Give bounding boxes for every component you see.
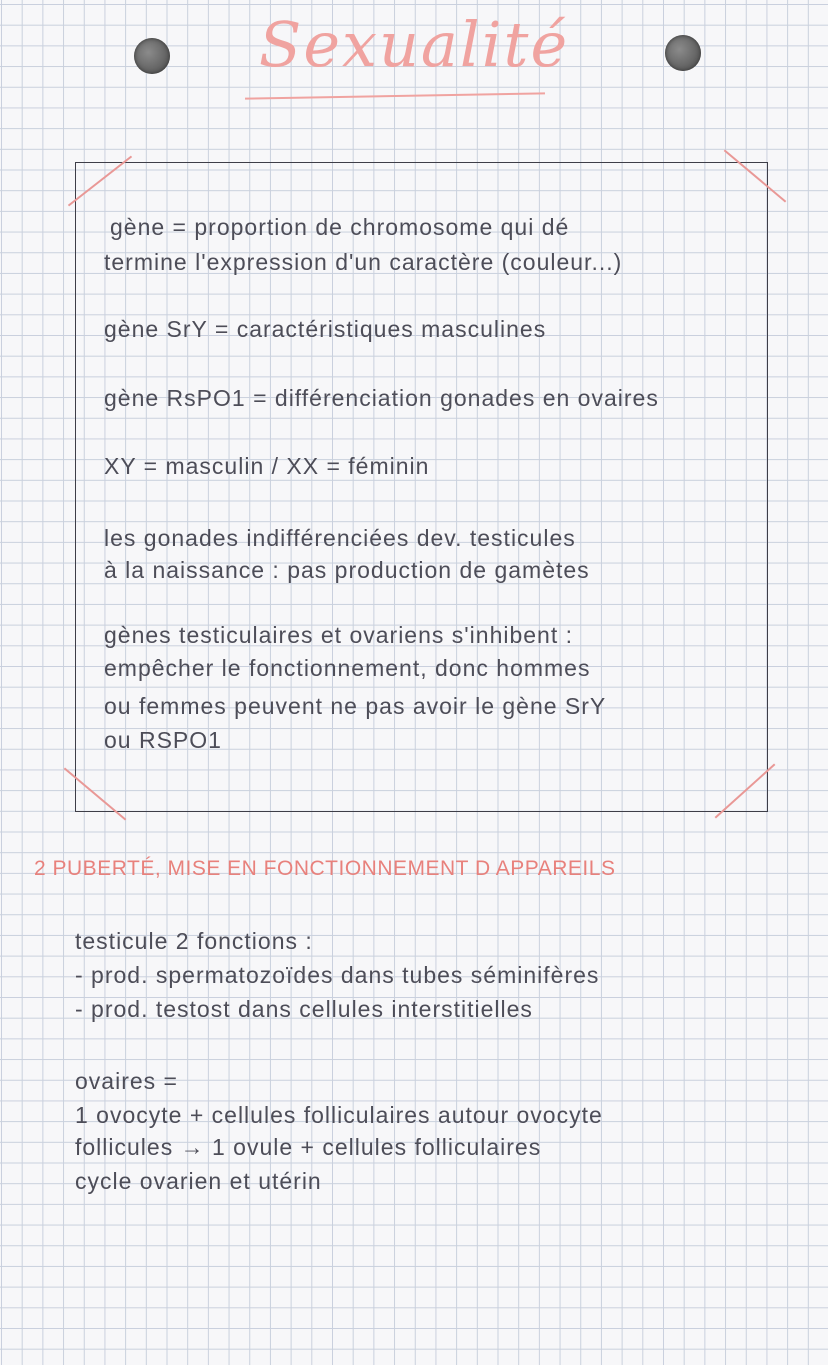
box-line: empêcher le fonctionnement, donc hommes [104,655,591,681]
section-heading: 2 PUBERTÉ, MISE EN FONCTIONNEMENT D APPAREILS [34,857,616,880]
box-line: les gonades indifférenciées dev. testicules [104,525,576,551]
ovaires-line: cycle ovarien et utérin [75,1168,322,1194]
testicule-line: - prod. spermatozoïdes dans tubes séminifères [75,962,600,988]
box-line: XY = masculin / XX = féminin [104,453,430,479]
ovaires-line: follicules → 1 ovule + cellules folliculaires [75,1134,542,1160]
box-line: gènes testiculaires et ovariens s'inhibent : [104,622,574,648]
ovaires-line: 1 ovocyte + cellules folliculaires autour ovocyte [75,1102,603,1128]
page-title: Sexualité [258,8,570,81]
box-line: gène RsPO1 = différenciation gonades en ovaires [104,385,659,411]
box-line: gène SrY = caractéristiques masculines [104,316,547,342]
title-underline [245,92,545,99]
ovaires-line: ovaires = [75,1068,178,1094]
testicule-line: - prod. testost dans cellules interstitielles [75,996,533,1022]
box-line: à la naissance : pas production de gamètes [104,557,590,583]
box-line: ou femmes peuvent ne pas avoir le gène SrY [104,693,607,719]
testicule-line: testicule 2 fonctions : [75,928,313,954]
box-line: ou RSPO1 [104,727,222,753]
box-line: termine l'expression d'un caractère (couleur...) [104,249,623,275]
box-line: gène = proportion de chromosome qui dé [110,214,570,240]
